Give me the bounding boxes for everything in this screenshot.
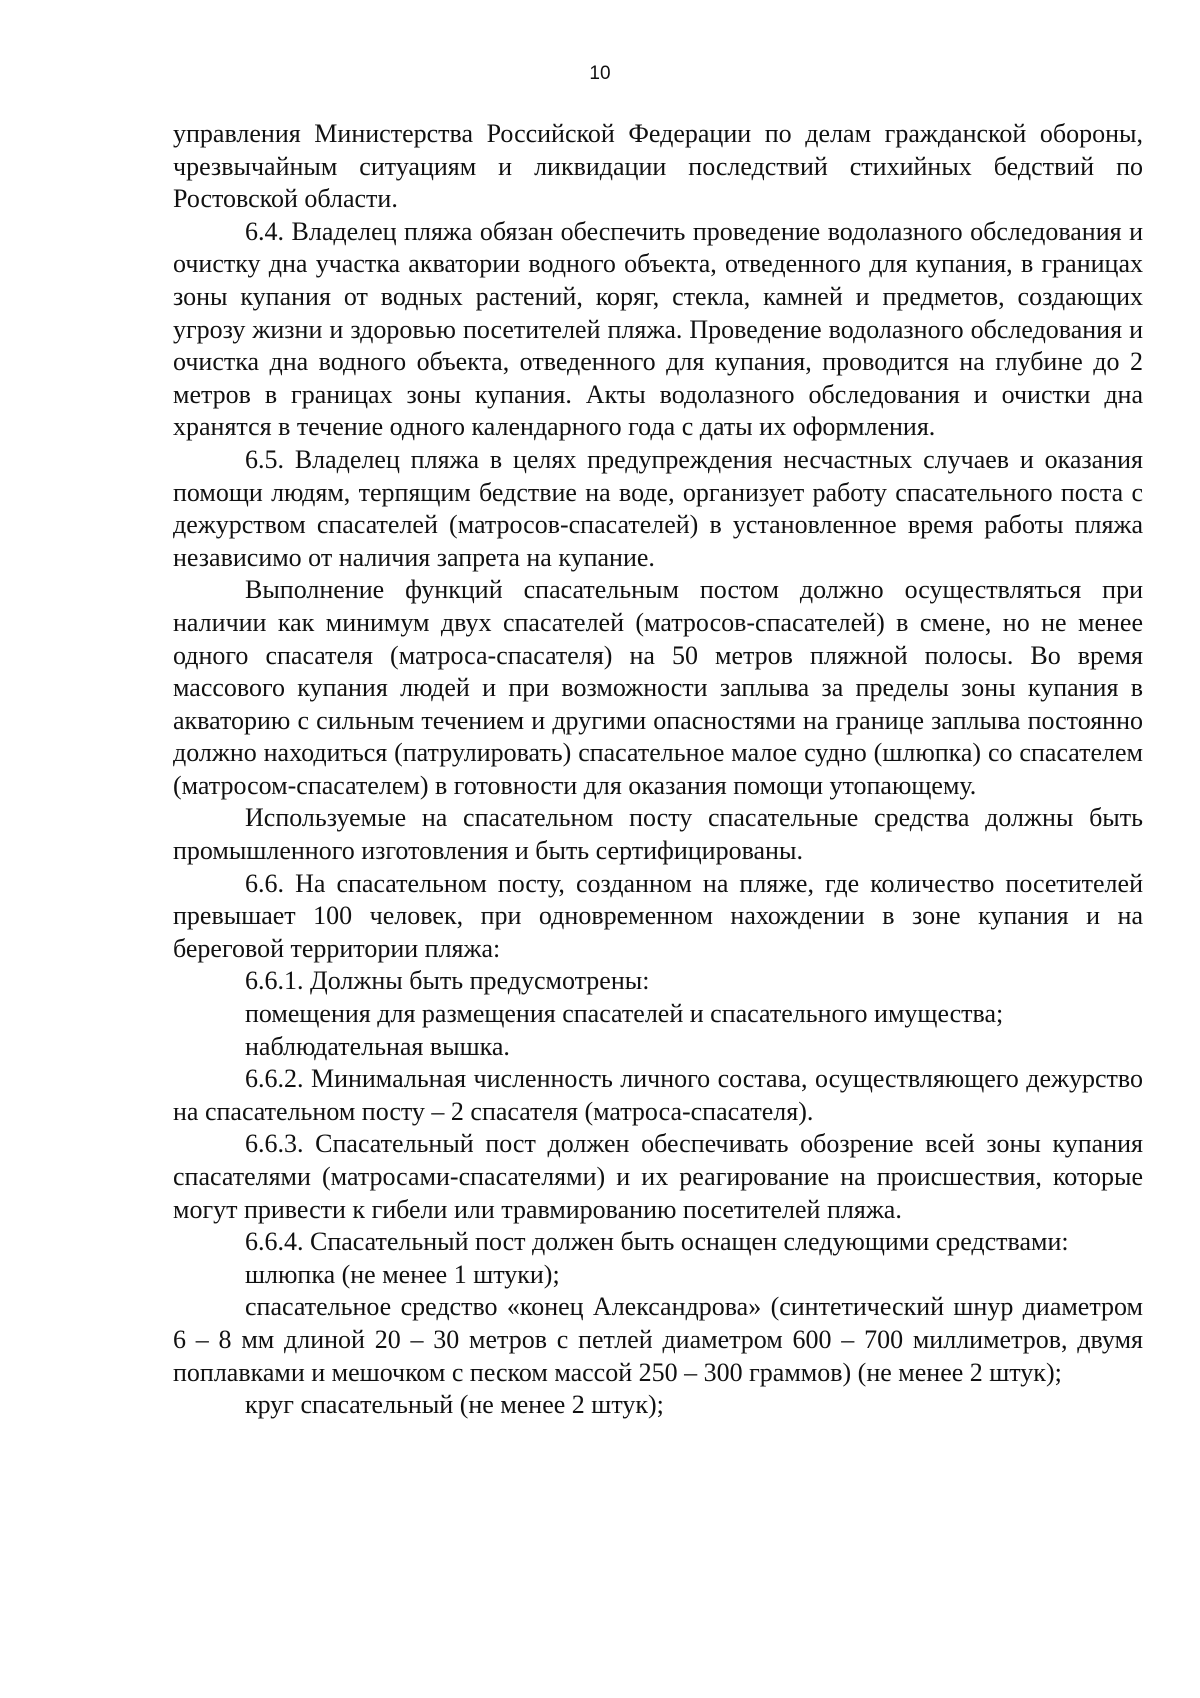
paragraph-6-6-4: 6.6.4. Спасательный пост должен быть оснащен следующими средствами: — [245, 1227, 1069, 1257]
list-item-rescuer-premises: помещения для размещения спасателей и спасательного имущества; — [245, 999, 1004, 1029]
list-item-life-buoy: круг спасательный (не менее 2 штук); — [245, 1390, 664, 1420]
paragraph-6-6-2: 6.6.2. Минимальная численность личного состава, осуществляющего дежурство на спасательном посту – 2 спасателя (матроса-спасателя). — [173, 1064, 1143, 1126]
paragraph-continuation: управления Министерства Российской Федерации по делам гражданской обороны, чрезвычайным ситуациям и ликвидации последствий стихийных бедствий по Ростовской области. — [173, 119, 1143, 214]
document-body — [173, 118, 1143, 1422]
list-item-boat: шлюпка (не менее 1 штуки); — [245, 1259, 560, 1289]
paragraph-6-6-3: 6.6.3. Спасательный пост должен обеспечивать обозрение всей зоны купания спасателями (матросами-спасателями) и их реагирование на происшествия, которые могут привести к гибели или травмированию посетителей пляжа. — [173, 1129, 1143, 1224]
page-number: 10 — [589, 63, 611, 84]
list-item-watchtower: наблюдательная вышка. — [245, 1031, 510, 1061]
paragraph-rescue-equipment-certification: Используемые на спасательном посту спасательные средства должны быть промышленного изготовления и быть сертифицированы. — [173, 803, 1143, 866]
list-item-alexandrov-rope: спасательное средство «конец Александрова» (синтетический шнур диаметром 6 – 8 мм длиной 20 – 30 метров с петлей диаметром 600 – 700 миллиметров, двумя поплавками и мешочком с песком массой 250 – 300 граммов) (не менее 2 штук); — [173, 1292, 1143, 1387]
paragraph-rescue-post-functions: Выполнение функций спасательным постом должно осуществляться при наличии как минимум двух спасателей (матросов-спасателей) в смене, но не менее одного спасателя (матроса-спасателя) на 50 метров пляжной полосы. Во время массового купания людей и при возможности заплыва за пределы зоны купания в акваторию с сильным течением и другими опасностями на границе заплыва постоянно должно находиться (патрулировать) спасательное малое судно (шлюпка) со спасателем (матросом-спасателем) в готовности для оказания помощи утопающему. — [173, 575, 1143, 800]
paragraph-6-4: 6.4. Владелец пляжа обязан обеспечить проведение водолазного обследования и очистку дна участка акватории водного объекта, отведенного для купания, в границах зоны купания от водных растений, коряг, стекла, камней и предметов, создающих угрозу жизни и здоровью посетителей пляжа. Проведение водолазного обследования и очистка дна водного объекта, отведенного для купания, проводится на глубине до 2 метров в границах зоны купания. Акты водолазного обследования и очистки дна хранятся в течение одного календарного года с даты их оформления. — [173, 216, 1143, 442]
paragraph-6-6: 6.6. На спасательном посту, созданном на пляже, где количество посетителей превышает 100 человек, при одновременном нахождении в зоне купания и на береговой территории пляжа: — [173, 868, 1143, 963]
paragraph-6-5: 6.5. Владелец пляжа в целях предупреждения несчастных случаев и оказания помощи людям, терпящим бедствие на воде, организует работу спасательного поста с дежурством спасателей (матросов-спасателей) в установленное время работы пляжа независимо от наличия запрета на купание. — [173, 444, 1143, 572]
paragraph-6-6-1: 6.6.1. Должны быть предусмотрены: — [245, 966, 650, 996]
